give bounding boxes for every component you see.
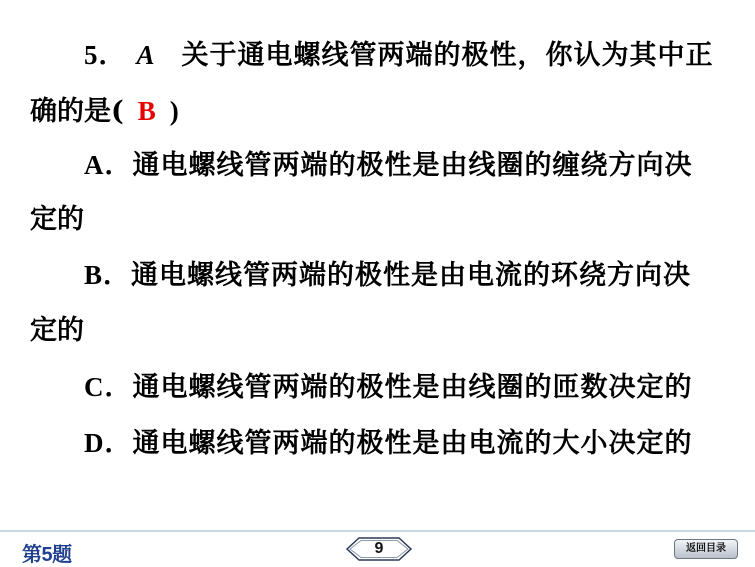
option-text: 定的 [30, 315, 84, 346]
option-label: B． [84, 260, 132, 290]
question-text: 关于通电螺线管两端的极性，你认为其中正 [181, 40, 714, 71]
option-c [84, 370, 693, 405]
back-to-contents-button[interactable]: 返回目录 [674, 539, 738, 559]
option-a [84, 148, 693, 183]
option-text: 通电螺线管两端的极性是由电流的大小决定的 [132, 428, 693, 459]
option-text: 通电螺线管两端的极性是由线圈的匝数决定的 [132, 372, 693, 403]
answer-value: B [137, 96, 156, 126]
page-number-indicator[interactable] [345, 536, 413, 562]
option-b-continued [30, 314, 84, 348]
answer-close-paren: ) [169, 96, 179, 126]
option-text: 通电螺线管两端的极性是由线圈的缠绕方向决 [132, 150, 693, 181]
option-b [84, 258, 691, 293]
question-stem-line2 [30, 94, 179, 129]
question-text-continued: 确的是( [30, 96, 124, 127]
option-label: C． [84, 372, 133, 402]
option-a-continued [30, 203, 84, 237]
footer-divider [0, 530, 755, 532]
difficulty-level: A [136, 40, 156, 70]
option-text: 通电螺线管两端的极性是由电流的环绕方向决 [131, 260, 692, 291]
option-text: 定的 [30, 204, 84, 235]
question-nav-label[interactable]: 第5题 [22, 544, 72, 566]
question-stem-line1 [84, 38, 714, 73]
option-label: A． [84, 150, 133, 180]
page-number: 9 [374, 540, 384, 557]
option-label: D． [84, 428, 133, 458]
option-d [84, 426, 693, 461]
question-number: 5． [84, 40, 127, 70]
